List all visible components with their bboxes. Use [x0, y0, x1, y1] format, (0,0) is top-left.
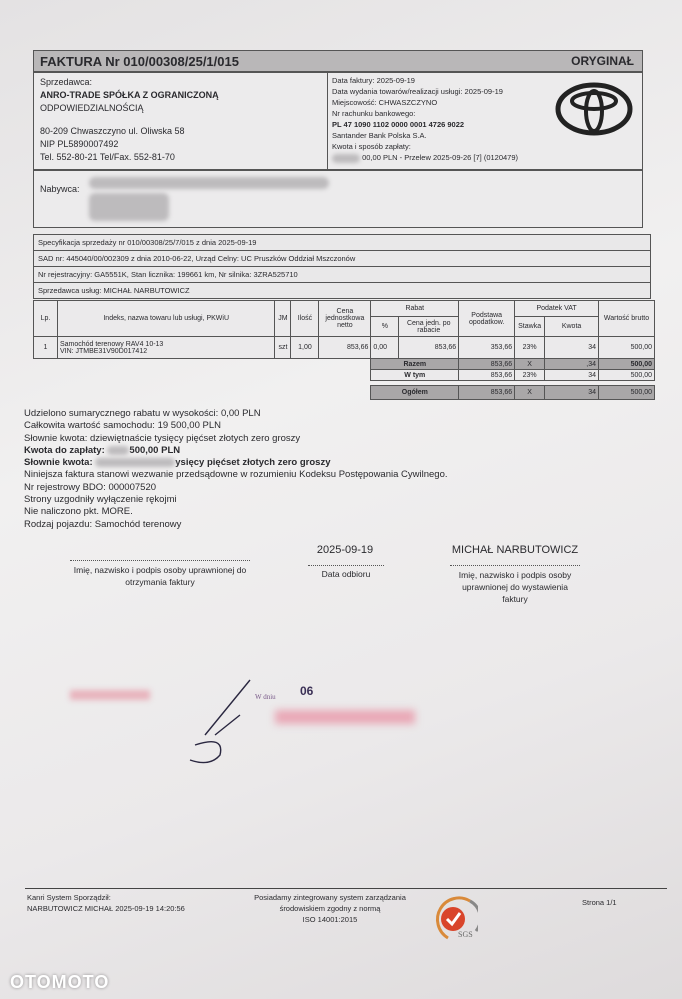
th-disc-pct: %: [371, 317, 399, 337]
info-row: Specyfikacja sprzedaży nr 010/00308/25/7/015 z dnia 2025-09-19: [33, 234, 651, 251]
redacted-buyer-address: [89, 193, 169, 221]
cell-disc-price: 853,66: [399, 337, 459, 359]
th-jm: JM: [275, 301, 291, 337]
th-name: Indeks, nazwa towaru lub usługi, PKWiU: [57, 301, 275, 337]
notes: [24, 408, 448, 531]
seller-name: ANRO-TRADE SPÓŁKA Z OGRANICZONĄ: [40, 90, 219, 100]
note-total-value: Całkowita wartość samochodu: 19 500,00 PLN: [24, 420, 221, 432]
sgs-label: SGS: [458, 930, 473, 939]
bank-account: PL 47 1090 1102 0000 0001 4726 9022: [332, 120, 465, 129]
page-number: Strona 1/1: [582, 898, 617, 907]
note-discount: Udzielono sumarycznego rabatu w wysokości: 0,00 PLN: [24, 408, 261, 419]
th-unit-price: Cena jednostkowa netto: [319, 301, 371, 337]
th-disc-price: Cena jedn. po rabacie: [399, 317, 459, 337]
footer-system: Kanri System Sporządził:: [27, 893, 111, 902]
receipt-date-label: Data odbioru: [308, 565, 384, 579]
note-legal: Niniejsza faktura stanowi wezwanie przedsądowne w rozumieniu Kodeksu Postępowania Cywilnego.: [24, 469, 448, 481]
cell-vat-rate: 23%: [515, 337, 545, 359]
invoice-date: Data faktury: 2025-09-19: [332, 76, 415, 85]
words-label: Słownie kwota:: [24, 457, 93, 469]
invoice-details: [327, 72, 643, 170]
invoice-header: [33, 50, 643, 72]
note-bdo: Nr rejestrowy BDO: 000007520: [24, 481, 157, 493]
payment: [332, 152, 638, 163]
bank-name: Santander Bank Polska S.A.: [332, 131, 427, 140]
toyota-logo-icon: [554, 81, 634, 137]
seller-nip: NIP PL5890007492: [40, 139, 119, 149]
original-label: ORYGINAŁ: [571, 54, 634, 68]
note-warranty: Strony uzgodniły wyłączenie rękojmi: [24, 494, 177, 506]
cell-unit-price: 853,66: [319, 337, 371, 359]
seller-section: [33, 72, 328, 170]
info-row: SAD nr: 445040/00/002309 z dnia 2010-06-22, Urząd Celny: UC Pruszków Oddział Mszczonów: [33, 250, 651, 267]
wtym-vat-amount: 34: [545, 370, 599, 381]
cell-qty: 1,00: [291, 337, 319, 359]
ogolem-base: 853,66: [459, 386, 515, 400]
wtym-row: [34, 370, 655, 381]
ogolem-label: Ogółem: [371, 386, 459, 400]
payment-label: Kwota i sposób zapłaty:: [332, 142, 411, 151]
cell-vin: VIN: JTMBE31V90D017412: [59, 347, 148, 355]
invoice-title: FAKTURA Nr 010/00308/25/1/015: [40, 54, 239, 69]
razem-base: 853,66: [459, 359, 515, 370]
cell-lp: 1: [34, 337, 58, 359]
iso-line-2: środowiskiem zgodny z normą: [279, 904, 381, 913]
cell-vat-amount: 34: [545, 337, 599, 359]
th-vat: Podatek VAT: [515, 301, 599, 317]
th-lp: Lp.: [34, 301, 58, 337]
razem-vat-amount: ,34: [545, 359, 599, 370]
receipt-date: 2025-09-19: [316, 544, 374, 556]
cell-disc-pct: 0,00: [371, 337, 399, 359]
cell-jm: szt: [275, 337, 291, 359]
stamp-text: W dniu: [255, 693, 276, 701]
seller-phone: Tel. 552-80-21 Tel/Fax. 552-81-70: [40, 152, 175, 162]
th-gross: Wartość brutto: [599, 301, 655, 337]
iso-line-1: Posiadamy zintegrowany system zarządzania: [254, 893, 406, 902]
payment-value: 00,00 PLN - Przelew 2025-09-26 [7] (0120479): [362, 153, 519, 162]
note-words: Słownie kwota: dziewiętnaście tysięcy pięćset złotych zero groszy: [24, 432, 301, 444]
razem-gross: 500,00: [599, 359, 655, 370]
redacted-stamp: [70, 690, 150, 700]
th-qty: Ilość: [291, 301, 319, 337]
th-base: Podstawa opodatkow.: [459, 301, 515, 337]
otomoto-watermark: OTOMOTO: [10, 972, 110, 992]
wtym-vat-rate: 23%: [515, 370, 545, 381]
wtym-gross: 500,00: [599, 370, 655, 381]
seller-address: 80-209 Chwaszczyno ul. Oliwska 58: [40, 126, 185, 136]
receiver-signature: Imię, nazwisko i podpis osoby uprawnionej do otrzymania faktury: [70, 560, 250, 588]
ogolem-row: [34, 386, 655, 400]
issuer-signature: Imię, nazwisko i podpis osoby uprawnionej do wystawienia faktury: [450, 565, 580, 605]
footer-author: [27, 892, 185, 914]
seller-label: Sprzedawca:: [40, 77, 93, 87]
iso-line-3: ISO 14001:2015: [302, 915, 358, 924]
ogolem-vat-rate: X: [515, 386, 545, 400]
cell-base: 353,66: [459, 337, 515, 359]
footer-iso: [240, 892, 420, 925]
buyer-label: Nabywca:: [40, 184, 80, 194]
words-value: ysięcy pięćset złotych zero groszy: [175, 457, 331, 469]
footer-created: NARBUTOWICZ MICHAŁ 2025-09-19 14:20:56: [27, 904, 185, 913]
redacted-stamp-2: [275, 710, 415, 724]
cell-name: Samochód terenowy RAV4 10-13: [59, 340, 164, 348]
issuer-name: MICHAŁ NARBUTOWICZ: [451, 544, 579, 556]
place: Miejscowość: CHWASZCZYNO: [332, 98, 438, 107]
buyer-section: [33, 170, 643, 228]
th-vat-amount: Kwota: [545, 317, 599, 337]
footer-divider: [25, 888, 667, 889]
note-more: Nie naliczono pkt. MORE.: [24, 506, 133, 518]
razem-vat-rate: X: [515, 359, 545, 370]
th-vat-rate: Stawka: [515, 317, 545, 337]
to-pay-value: 500,00 PLN: [129, 444, 181, 456]
razem-row: [34, 359, 655, 370]
ogolem-gross: 500,00: [599, 386, 655, 400]
delivery-date: Data wydania towarów/realizacji usługi: 2025-09-19: [332, 87, 503, 96]
wtym-base: 853,66: [459, 370, 515, 381]
cell-gross: 500,00: [599, 337, 655, 359]
handwritten-signature: [185, 675, 265, 765]
info-row: Nr rejestracyjny: GA5551K, Stan licznika: 199661 km, Nr silnika: 3ZRA525710: [33, 266, 651, 283]
account-label: Nr rachunku bankowego:: [332, 109, 416, 118]
info-row: Sprzedawca usług: MICHAŁ NARBUTOWICZ: [33, 282, 651, 299]
note-vehicle-type: Rodzaj pojazdu: Samochód terenowy: [24, 518, 182, 530]
seller-name-cont: ODPOWIEDZIALNOŚCIĄ: [40, 103, 144, 113]
redacted-buyer: [89, 177, 329, 189]
razem-label: Razem: [371, 359, 459, 370]
table-row: [34, 337, 655, 359]
ogolem-vat-amount: 34: [545, 386, 599, 400]
stamp-date: 06: [300, 684, 314, 698]
wtym-label: W tym: [371, 370, 459, 381]
to-pay-label: Kwota do zapłaty:: [24, 444, 105, 456]
items-table: [33, 300, 655, 400]
th-discount: Rabat: [371, 301, 459, 317]
